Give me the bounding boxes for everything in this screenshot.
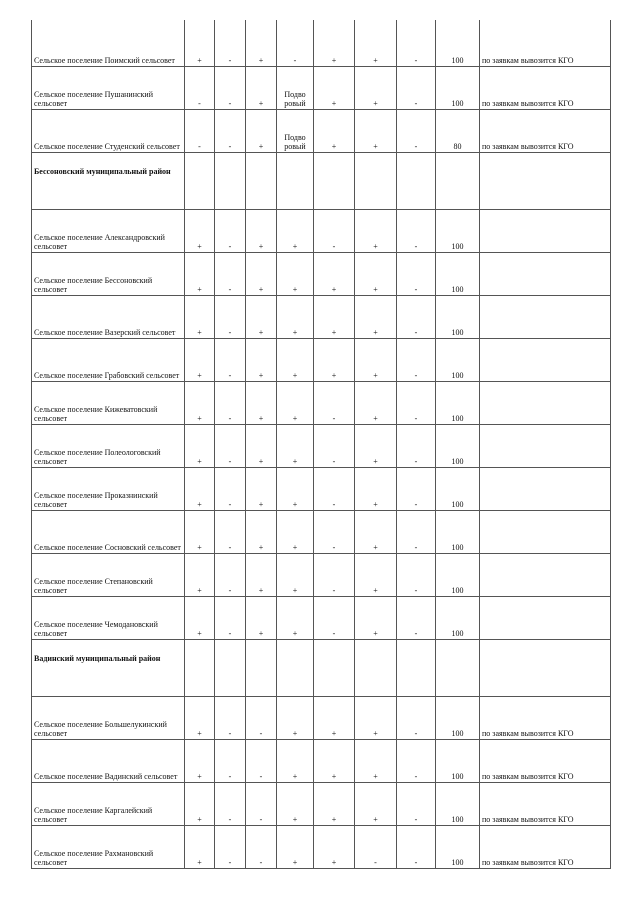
indicator-cell: + — [246, 468, 277, 511]
note-cell — [480, 425, 611, 468]
indicator-cell — [215, 153, 246, 210]
table-row — [32, 382, 611, 425]
indicator-cell — [314, 640, 355, 697]
settlement-name: Сельское поселение Сосновский сельсовет — [32, 511, 185, 554]
indicator-cell: - — [246, 826, 277, 869]
indicator-cell: - — [397, 468, 436, 511]
coverage-percent: 100 — [436, 554, 480, 597]
indicator-cell: + — [355, 468, 397, 511]
coverage-percent: 100 — [436, 425, 480, 468]
indicator-cell: - — [397, 597, 436, 640]
indicator-cell — [246, 640, 277, 697]
indicator-cell: - — [215, 697, 246, 740]
table-row — [32, 210, 611, 253]
indicator-cell: + — [277, 468, 314, 511]
indicator-cell: + — [277, 339, 314, 382]
settlement-name: Сельское поселение Студенский сельсовет — [32, 110, 185, 153]
indicator-cell: + — [314, 253, 355, 296]
indicator-cell: + — [314, 110, 355, 153]
indicator-cell: - — [215, 382, 246, 425]
indicator-cell: + — [314, 339, 355, 382]
coverage-percent: 100 — [436, 697, 480, 740]
indicator-cell: - — [397, 783, 436, 826]
indicator-cell: + — [355, 425, 397, 468]
indicator-cell: + — [277, 296, 314, 339]
note-cell: по заявкам вывозится КГО — [480, 740, 611, 783]
indicator-cell — [246, 153, 277, 210]
indicator-cell: + — [185, 425, 215, 468]
indicator-cell: - — [397, 296, 436, 339]
indicator-cell: + — [185, 511, 215, 554]
indicator-cell: - — [215, 20, 246, 67]
note-cell: по заявкам вывозится КГО — [480, 67, 611, 110]
settlement-name: Сельское поселение Степановский сельсовет — [32, 554, 185, 597]
indicator-cell: + — [185, 253, 215, 296]
settlement-name: Сельское поселение Полеологовский сельсовет — [32, 425, 185, 468]
indicator-cell: + — [277, 382, 314, 425]
indicator-cell: - — [397, 20, 436, 67]
settlements-table — [31, 20, 611, 869]
district-name: Бессоновский муниципальный район — [32, 153, 185, 210]
indicator-cell: - — [215, 740, 246, 783]
indicator-cell — [397, 640, 436, 697]
indicator-cell: + — [355, 511, 397, 554]
indicator-cell: + — [314, 783, 355, 826]
indicator-cell — [277, 640, 314, 697]
note-cell — [480, 382, 611, 425]
indicator-cell: + — [185, 783, 215, 826]
indicator-cell: - — [355, 826, 397, 869]
note-cell — [480, 597, 611, 640]
note-cell — [480, 253, 611, 296]
indicator-cell: + — [277, 740, 314, 783]
indicator-cell: + — [277, 210, 314, 253]
table-row — [32, 826, 611, 869]
indicator-cell — [185, 640, 215, 697]
indicator-cell — [215, 640, 246, 697]
coverage-percent — [436, 640, 480, 697]
coverage-percent: 100 — [436, 382, 480, 425]
note-cell — [480, 554, 611, 597]
indicator-cell: + — [314, 67, 355, 110]
indicator-cell: + — [185, 740, 215, 783]
indicator-cell: - — [397, 826, 436, 869]
indicator-cell — [185, 153, 215, 210]
note-cell: по заявкам вывозится КГО — [480, 20, 611, 67]
settlement-name: Сельское поселение Проказнинский сельсовет — [32, 468, 185, 511]
indicator-cell: + — [277, 425, 314, 468]
indicator-cell — [314, 153, 355, 210]
coverage-percent: 100 — [436, 826, 480, 869]
note-cell — [480, 511, 611, 554]
coverage-percent: 100 — [436, 468, 480, 511]
indicator-cell: Подво ровый — [277, 110, 314, 153]
indicator-cell: + — [355, 382, 397, 425]
indicator-cell: - — [397, 554, 436, 597]
indicator-cell: - — [246, 740, 277, 783]
note-cell: по заявкам вывозится КГО — [480, 826, 611, 869]
district-name: Вадинский муниципальный район — [32, 640, 185, 697]
indicator-cell: - — [397, 110, 436, 153]
coverage-percent: 100 — [436, 740, 480, 783]
indicator-cell: + — [314, 740, 355, 783]
indicator-cell: + — [246, 110, 277, 153]
indicator-cell: - — [397, 67, 436, 110]
indicator-cell: + — [355, 740, 397, 783]
indicator-cell: - — [215, 468, 246, 511]
indicator-cell: - — [397, 339, 436, 382]
indicator-cell: + — [185, 296, 215, 339]
table-row — [32, 783, 611, 826]
indicator-cell: - — [185, 67, 215, 110]
indicator-cell: - — [215, 554, 246, 597]
indicator-cell: + — [277, 511, 314, 554]
table-row — [32, 20, 611, 67]
indicator-cell: + — [355, 20, 397, 67]
indicator-cell: + — [246, 253, 277, 296]
indicator-cell: + — [355, 597, 397, 640]
indicator-cell: + — [185, 20, 215, 67]
table-body — [32, 20, 611, 869]
indicator-cell: + — [314, 826, 355, 869]
table-row — [32, 697, 611, 740]
indicator-cell: + — [277, 597, 314, 640]
indicator-cell: + — [277, 253, 314, 296]
indicator-cell: + — [355, 110, 397, 153]
indicator-cell: + — [246, 425, 277, 468]
indicator-cell: + — [355, 697, 397, 740]
indicator-cell: - — [246, 697, 277, 740]
indicator-cell — [355, 153, 397, 210]
note-cell: по заявкам вывозится КГО — [480, 110, 611, 153]
settlement-name: Сельское поселение Каргалейский сельсовет — [32, 783, 185, 826]
indicator-cell: - — [215, 783, 246, 826]
indicator-cell: - — [314, 554, 355, 597]
indicator-cell: + — [246, 339, 277, 382]
note-cell — [480, 296, 611, 339]
indicator-cell: - — [314, 382, 355, 425]
indicator-cell: + — [277, 554, 314, 597]
indicator-cell: + — [277, 783, 314, 826]
district-row — [32, 640, 611, 697]
coverage-percent: 100 — [436, 339, 480, 382]
coverage-percent: 100 — [436, 67, 480, 110]
indicator-cell: - — [397, 511, 436, 554]
note-cell: по заявкам вывозится КГО — [480, 697, 611, 740]
indicator-cell: + — [355, 253, 397, 296]
note-cell: по заявкам вывозится КГО — [480, 783, 611, 826]
indicator-cell: + — [185, 339, 215, 382]
indicator-cell: + — [185, 382, 215, 425]
indicator-cell: + — [185, 826, 215, 869]
indicator-cell: + — [246, 296, 277, 339]
indicator-cell: + — [314, 296, 355, 339]
indicator-cell: + — [277, 826, 314, 869]
coverage-percent: 100 — [436, 511, 480, 554]
indicator-cell: + — [277, 697, 314, 740]
indicator-cell: - — [314, 210, 355, 253]
settlement-name: Сельское поселение Бессоновский сельсовет — [32, 253, 185, 296]
indicator-cell: + — [246, 382, 277, 425]
coverage-percent: 80 — [436, 110, 480, 153]
indicator-cell: + — [355, 296, 397, 339]
coverage-percent: 100 — [436, 253, 480, 296]
indicator-cell: - — [215, 296, 246, 339]
indicator-cell: - — [397, 253, 436, 296]
indicator-cell: - — [277, 20, 314, 67]
note-cell — [480, 468, 611, 511]
indicator-cell: + — [314, 697, 355, 740]
table-row — [32, 253, 611, 296]
indicator-cell: + — [246, 67, 277, 110]
table-row — [32, 740, 611, 783]
table-row — [32, 597, 611, 640]
indicator-cell: - — [314, 425, 355, 468]
indicator-cell: - — [397, 382, 436, 425]
indicator-cell: - — [397, 210, 436, 253]
indicator-cell: - — [215, 425, 246, 468]
table-row — [32, 110, 611, 153]
coverage-percent — [436, 153, 480, 210]
note-cell — [480, 339, 611, 382]
indicator-cell: + — [246, 210, 277, 253]
indicator-cell: - — [215, 67, 246, 110]
indicator-cell: - — [215, 511, 246, 554]
indicator-cell: - — [314, 468, 355, 511]
indicator-cell: + — [185, 554, 215, 597]
indicator-cell: + — [314, 20, 355, 67]
indicator-cell: + — [355, 210, 397, 253]
indicator-cell: + — [246, 20, 277, 67]
indicator-cell: + — [185, 210, 215, 253]
indicator-cell: - — [185, 110, 215, 153]
indicator-cell: + — [355, 67, 397, 110]
table-row — [32, 296, 611, 339]
indicator-cell: + — [355, 554, 397, 597]
indicator-cell: - — [314, 597, 355, 640]
table-row — [32, 468, 611, 511]
coverage-percent: 100 — [436, 296, 480, 339]
indicator-cell: + — [355, 783, 397, 826]
indicator-cell: - — [215, 597, 246, 640]
table-row — [32, 339, 611, 382]
table-row — [32, 554, 611, 597]
settlement-name: Сельское поселение Чемодановский сельсовет — [32, 597, 185, 640]
indicator-cell: - — [314, 511, 355, 554]
indicator-cell — [355, 640, 397, 697]
coverage-percent: 100 — [436, 783, 480, 826]
table-row — [32, 425, 611, 468]
table-row — [32, 67, 611, 110]
settlement-name: Сельское поселение Кижеватовский сельсовет — [32, 382, 185, 425]
indicator-cell: - — [246, 783, 277, 826]
district-row — [32, 153, 611, 210]
indicator-cell: - — [215, 210, 246, 253]
settlement-name: Сельское поселение Рахмановский сельсовет — [32, 826, 185, 869]
settlement-name: Сельское поселение Поимский сельсовет — [32, 20, 185, 67]
indicator-cell: + — [185, 468, 215, 511]
indicator-cell: + — [185, 697, 215, 740]
note-cell — [480, 153, 611, 210]
indicator-cell: - — [215, 826, 246, 869]
indicator-cell: - — [397, 740, 436, 783]
indicator-cell: + — [355, 339, 397, 382]
settlement-name: Сельское поселение Пушанинский сельсовет — [32, 67, 185, 110]
settlement-name: Сельское поселение Вазерский сельсовет — [32, 296, 185, 339]
settlement-name: Сельское поселение Александровский сельсовет — [32, 210, 185, 253]
indicator-cell — [277, 153, 314, 210]
note-cell — [480, 210, 611, 253]
indicator-cell: - — [215, 110, 246, 153]
settlement-name: Сельское поселение Вадинский сельсовет — [32, 740, 185, 783]
indicator-cell: - — [215, 253, 246, 296]
coverage-percent: 100 — [436, 210, 480, 253]
settlement-name: Сельское поселение Большелукинский сельсовет — [32, 697, 185, 740]
settlement-name: Сельское поселение Грабовский сельсовет — [32, 339, 185, 382]
coverage-percent: 100 — [436, 20, 480, 67]
indicator-cell: Подво ровый — [277, 67, 314, 110]
note-cell — [480, 640, 611, 697]
indicator-cell: - — [397, 425, 436, 468]
indicator-cell — [397, 153, 436, 210]
indicator-cell: + — [246, 511, 277, 554]
indicator-cell: + — [246, 554, 277, 597]
indicator-cell: + — [246, 597, 277, 640]
indicator-cell: + — [185, 597, 215, 640]
coverage-percent: 100 — [436, 597, 480, 640]
indicator-cell: - — [397, 697, 436, 740]
table-row — [32, 511, 611, 554]
indicator-cell: - — [215, 339, 246, 382]
